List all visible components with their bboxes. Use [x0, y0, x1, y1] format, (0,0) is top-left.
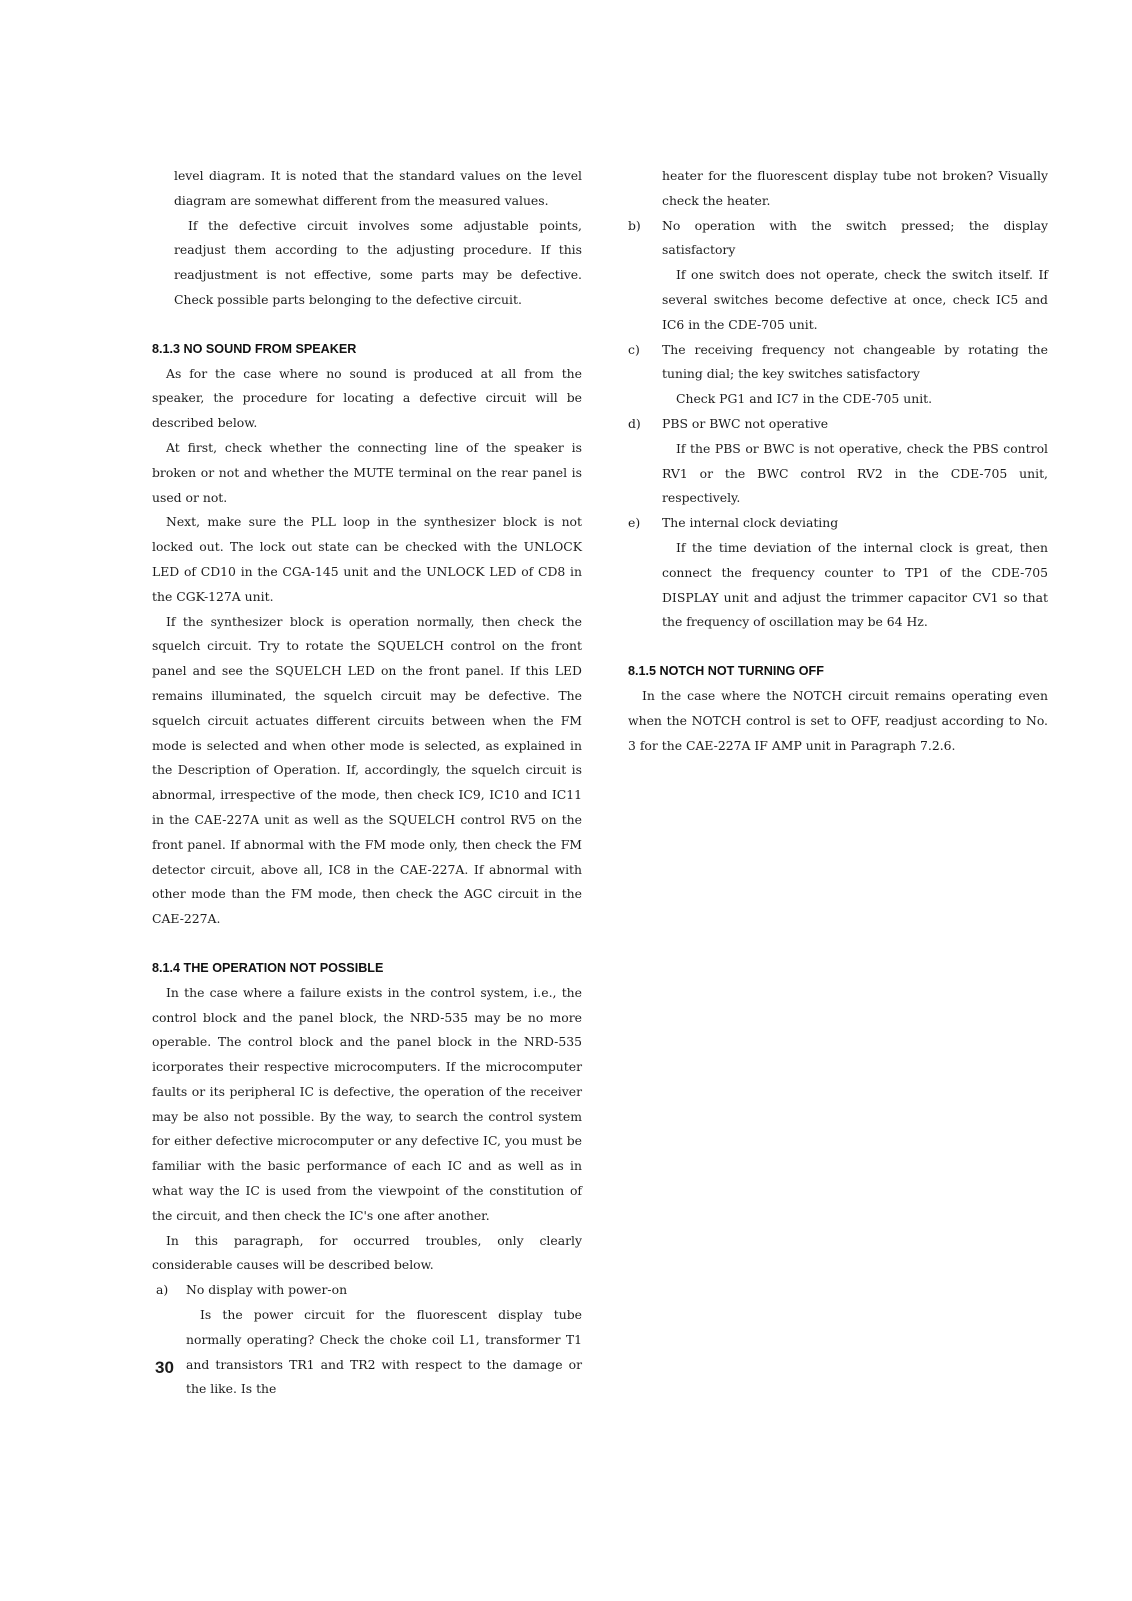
list-item-title: The receiving frequency not changeable by rotating the tuning dial; the key switches satisfactory [662, 341, 1048, 382]
list-item-letter: b) [628, 217, 641, 233]
list-item-title: No display with power-on [186, 1282, 348, 1298]
list-item-letter: e) [628, 515, 641, 531]
body-paragraph: In this paragraph, for occurred troubles, only clearly considerable causes will be described below. [152, 1232, 582, 1273]
list-item [628, 412, 1048, 511]
list-item-title: No operation with the switch pressed; the display satisfactory [662, 217, 1048, 258]
list-item-title: PBS or BWC not operative [662, 415, 829, 431]
list-item-text: Check PG1 and IC7 in the CDE-705 unit. [676, 391, 933, 407]
list-item-text: If the time deviation of the internal clock is great, then connect the frequency counter to TP1 of the CDE-705 DISPLAY unit and adjust the trimmer capacitor CV1 so that the frequency of oscillation may be 64 Hz. [662, 539, 1048, 630]
section-heading-8-1-5: 8.1.5 NOTCH NOT TURNING OFF [628, 664, 824, 679]
list-item [628, 164, 1048, 214]
list-item-letter: d) [628, 415, 641, 431]
body-paragraph: If the synthesizer block is operation normally, then check the squelch circuit. Try to rotate the SQUELCH control on the front panel and see the SQUELCH LED on the front panel. If this LED remains illuminated, the squelch circuit may be defective. The squelch circuit actuates different circuits between when the FM mode is selected and when other mode is selected, as explained in the Description of Operation. If, accordingly, the squelch circuit is abnormal, irrespective of the mode, then check IC9, IC10 and IC11 in the CAE-227A unit as well as the SQUELCH control RV5 on the front panel. If abnormal with the FM mode only, then check the FM detector circuit, above all, IC8 in the CAE-227A. If abnormal with other mode than the FM mode, then check the AGC circuit in the CAE-227A. [152, 613, 582, 927]
list-item [628, 214, 1048, 338]
body-paragraph: At first, check whether the connecting line of the speaker is broken or not and whether the MUTE terminal on the rear panel is used or not. [152, 439, 582, 505]
body-paragraph: level diagram. It is noted that the standard values on the level diagram are somewhat different from the measured values. [174, 168, 582, 208]
body-paragraph: In the case where a failure exists in the control system, i.e., the control block and the panel block, the NRD-535 may be no more operable. The control block and the panel block in the NRD-535 icorporates their respective microcomputers. If the microcomputer faults or its peripheral IC is defective, the operation of the receiver may be also not possible. By the way, to search the control system for either defective microcomputer or any defective IC, you must be familiar with the basic performance of each IC and as well as in what way the IC is used from the viewpoint of the constitution of the circuit, and then check the IC's one after another. [152, 984, 582, 1223]
list-item-body [186, 1278, 582, 1402]
body-paragraph: If the defective circuit involves some adjustable points, readjust them according to the adjusting procedure. If this readjustment is not effective, some parts may be defective. Check possible parts belonging to the defective circuit. [174, 217, 582, 307]
list-item-letter: c) [628, 341, 640, 357]
right-column [628, 164, 1048, 758]
body-paragraph: As for the case where no sound is produced at all from the speaker, the procedure for locating a defective circuit will be described below. [152, 365, 582, 431]
list-item-letter: a) [156, 1282, 169, 1298]
page-number: 30 [155, 1358, 174, 1377]
list-item-text: heater for the fluorescent display tube not broken? Visually check the heater. [662, 168, 1048, 208]
list-item-title: The internal clock deviating [662, 515, 839, 531]
section-heading-8-1-4: 8.1.4 THE OPERATION NOT POSSIBLE [152, 960, 384, 975]
list-item-text: If the PBS or BWC is not operative, check the PBS control RV1 or the BWC control RV2 in the CDE-705 unit, respectively. [662, 440, 1048, 506]
list-item [152, 1278, 582, 1402]
list-item [628, 338, 1048, 412]
left-column [152, 164, 582, 1402]
section-heading-8-1-3: 8.1.3 NO SOUND FROM SPEAKER [152, 341, 357, 356]
body-paragraph: Next, make sure the PLL loop in the synthesizer block is not locked out. The lock out state can be checked with the UNLOCK LED of CD10 in the CGA-145 unit and the UNLOCK LED of CD8 in the CGK-127A unit. [152, 514, 582, 604]
list-item-text: Is the power circuit for the fluorescent display tube normally operating? Check the choke coil L1, transformer T1 and transistors TR1 and TR2 with respect to the damage or the like. Is the [186, 1307, 582, 1397]
body-paragraph: In the case where the NOTCH circuit remains operating even when the NOTCH control is set to OFF, readjust according to No. 3 for the CAE-227A IF AMP unit in Paragraph 7.2.6. [628, 687, 1048, 753]
list-item-text: If one switch does not operate, check the switch itself. If several switches become defective at once, check IC5 and IC6 in the CDE-705 unit. [662, 267, 1048, 332]
list-item [628, 511, 1048, 635]
